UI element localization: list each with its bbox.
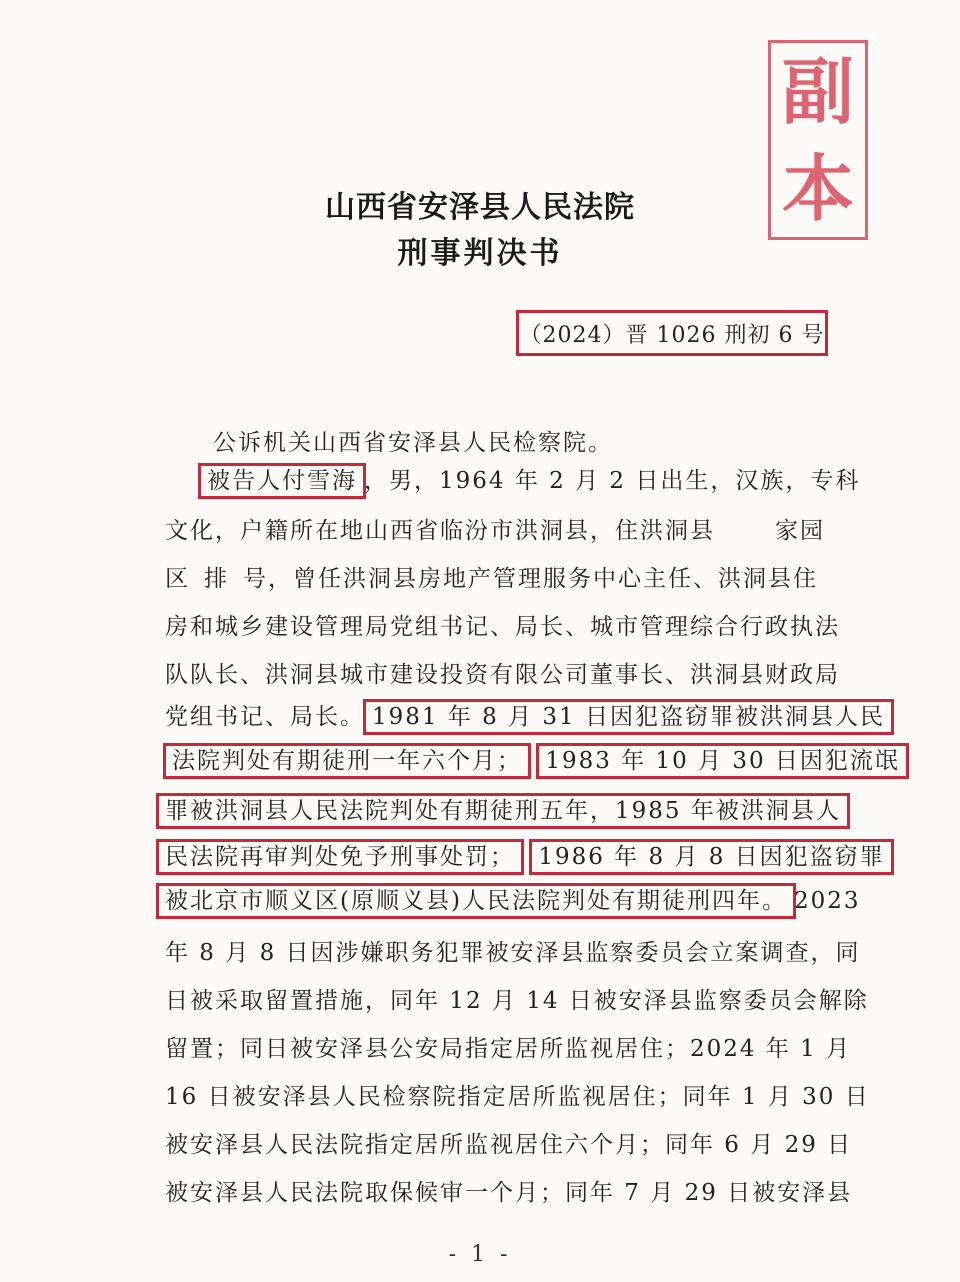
text-line: 党组书记、局长。 1981 年 8 月 31 日因犯盗窃罪被洪洞县人民 xyxy=(165,700,835,734)
highlight-record-1986: 1986 年 8 月 8 日因犯盗窃罪 xyxy=(529,839,893,875)
highlight-record-1981: 1981 年 8 月 31 日因犯盗窃罪被洪洞县人民 xyxy=(363,699,894,735)
text-line: 被安泽县人民法院指定居所监视居住六个月；同年 6 月 29 日 xyxy=(165,1132,853,1158)
text-line: 被告人付雪海 ，男，1964 年 2 月 2 日出生，汉族，专科 xyxy=(200,464,840,498)
text-line: 区 排 号，曾任洪洞县房地产管理服务中心主任、洪洞县住 xyxy=(165,566,818,592)
court-name: 山西省安泽县人民法院 xyxy=(325,190,635,225)
highlight-record-1981-sentence: 法院判处有期徒刑一年六个月； xyxy=(163,743,531,779)
highlight-record-1983-1985: 罪被洪洞县人民法院判处有期徒刑五年，1985 年被洪洞县人 xyxy=(156,793,850,829)
text-line: 日被采取留置措施，同年 12 月 14 日被安泽县监察委员会解除 xyxy=(165,988,869,1014)
text-line: 房和城乡建设管理局党组书记、局长、城市管理综合行政执法 xyxy=(165,614,840,640)
stamp-char-2: 本 xyxy=(781,146,854,231)
case-number: （2024）晋 1026 刑初 6 号 xyxy=(516,310,828,356)
text-line: 队队长、洪洞县城市建设投资有限公司董事长、洪洞县财政局 xyxy=(165,662,840,688)
text-line xyxy=(158,794,841,828)
text-line: 被北京市顺义区(原顺义县)人民法院判处有期徒刑四年。 2023 xyxy=(158,884,828,918)
highlight-defendant: 被告人付雪海 xyxy=(198,463,366,499)
text-line: 年 8 月 8 日因涉嫌职务犯罪被安泽县监察委员会立案调查，同 xyxy=(165,940,861,966)
stamp-char-1: 副 xyxy=(781,49,854,134)
text-line: 被安泽县人民法院取保候审一个月；同年 7 月 29 日被安泽县 xyxy=(165,1180,853,1206)
document-type: 刑事判决书 xyxy=(397,236,563,271)
text-line: 16 日被安泽县人民检察院指定居所监视居住；同年 1 月 30 日 xyxy=(165,1084,870,1110)
text-line: 留置；同日被安泽县公安局指定居所监视居住；2024 年 1 月 xyxy=(165,1036,852,1062)
page-number: - 1 - xyxy=(448,1242,512,1267)
highlight-record-1986-sentence: 被北京市顺义区(原顺义县)人民法院判处有期徒刑四年。 xyxy=(156,883,796,919)
text-line: 公诉机关山西省安泽县人民检察院。 xyxy=(213,430,613,456)
text-line xyxy=(165,744,900,778)
highlight-record-1985-retrial: 民法院再审判处免予刑事处罚； xyxy=(156,839,524,875)
text-line xyxy=(158,840,885,874)
text-line: 文化，户籍所在地山西省临汾市洪洞县，住洪洞县 家园 xyxy=(165,518,825,544)
highlight-record-1983: 1983 年 10 月 30 日因犯流氓 xyxy=(536,743,909,779)
